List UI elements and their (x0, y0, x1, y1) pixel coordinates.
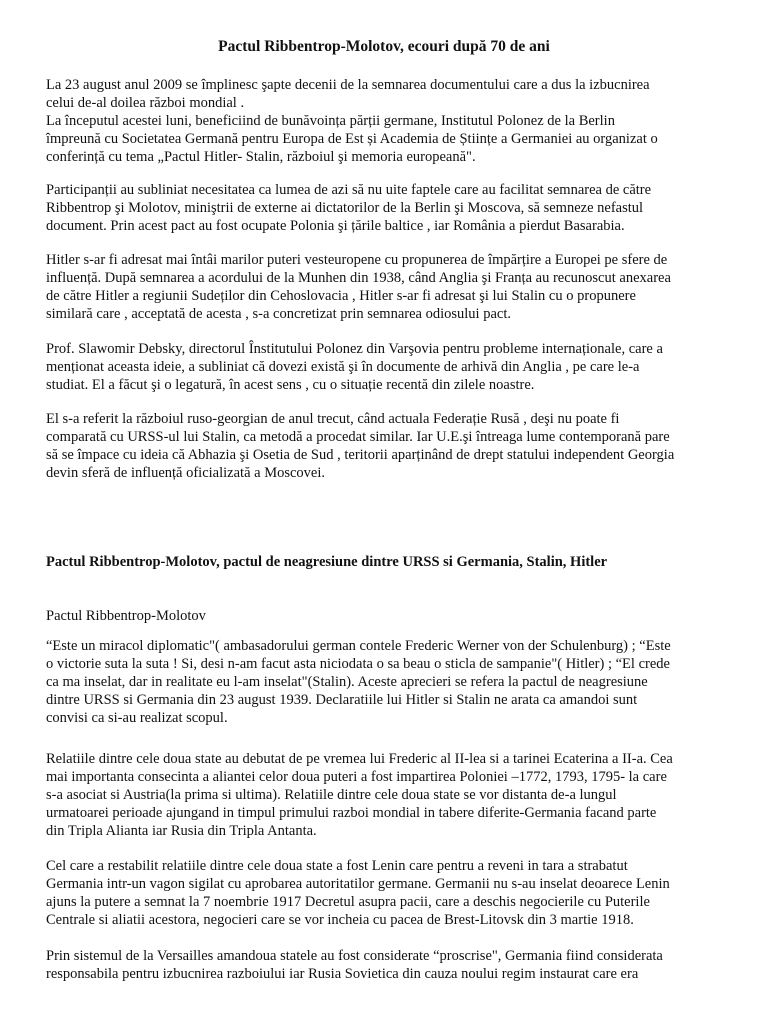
text-line: similară care , acceptată de acesta , s-a concretizat prin semnarea odiosului pact. (46, 306, 511, 322)
text-line: Ribbentrop şi Molotov, miniştrii de externe ai dictatorilor de la Berlin şi Moscova, să semneze nefastul (46, 200, 644, 216)
text-line: document. Prin acest pact au fost ocupate Polonia şi țările baltice , iar România a pierdut Basarabia. (46, 218, 625, 234)
text-line: o victorie suta la suta ! Si, desi n-am facut asta niciodata o sa beau o sticla de sampanie"( Hitler) ; “El crede (46, 656, 670, 672)
text-line: El s-a referit la războiul ruso-georgian de anul trecut, când actuala Federație Rusă , deşi nu poate fi (46, 411, 620, 427)
text-line: Centrale si aliatii acestora, negocieri care se vor incheia cu pacea de Brest-Litovsk din 3 martie 1918. (46, 912, 634, 928)
text-line: ajuns la putere a semnat la 7 noembrie 1917 Decretul asupra pacii, care a deschis negocierile cu Puterile (46, 894, 650, 910)
paragraph (46, 947, 736, 983)
text-line: Hitler s-ar fi adresat mai întâi marilor puteri vesteuropene cu propunerea de împărțire a Europei pe sfere de (46, 252, 668, 268)
paragraph (46, 251, 736, 323)
section-title: Pactul Ribbentrop-Molotov, pactul de neagresiune dintre URSS si Germania, Stalin, Hitler (46, 554, 608, 570)
text-line: comparată cu URSS-ul lui Stalin, ca metodă a procedat similar. Iar U.E.şi întreaga lume contemporană pare (46, 429, 670, 445)
text-line: conferință cu tema „Pactul Hitler- Stalin, războiul şi memoria europeană". (46, 149, 476, 165)
paragraph (46, 181, 736, 235)
text-line: influență. După semnarea a acordului de la Munhen din 1938, când Anglia şi Franța au recunoscut anexarea (46, 270, 671, 286)
text-line: s-a asociat si Austria(la prima si ultima). Relatiile dintre cele doua state se vor distanta de-a lungul (46, 787, 617, 803)
text-line: Cel care a restabilit relatiile dintre cele doua state a fost Lenin care pentru a reveni in tara a strabatut (46, 858, 628, 874)
text-line: Germania intr-un vagon sigilat cu aprobarea autoritatilor germane. Germanii nu s-au inselat deoarece Lenin (46, 876, 670, 892)
text-line: studiat. El a făcut şi o legatură, în acest sens , cu o situație recentă din zilele noastre. (46, 377, 535, 393)
paragraph (46, 750, 736, 840)
text-line: împreună cu Societatea Germană pentru Europa de Est și Academia de Științe a Germaniei au organizat o (46, 131, 658, 147)
text-line: dintre URSS si Germania din 23 august 1939. Declaratiile lui Hitler si Stalin ne arata ca amandoi sunt (46, 692, 638, 708)
text-line: ca ma inselat, dar in realitate eu l-am inselat"(Stalin). Aceste aprecieri se refera la pactul de neagresiune (46, 674, 648, 690)
paragraph (46, 637, 736, 727)
text-line: mai importanta consecinta a aliantei celor doua puteri a fost impartirea Poloniei –1772, 1793, 1795- la care (46, 769, 667, 785)
text-line: Prin sistemul de la Versailles amandoua statele au fost considerate “proscrise", Germania fiind considerata (46, 948, 663, 964)
paragraph (46, 410, 736, 482)
text-line: responsabila pentru izbucnirea razboiului iar Rusia Sovietica din cauza noului regim instaurat care era (46, 966, 639, 982)
text-line: să se împace cu ideia că Abhazia şi Osetia de Sud , teritorii aparținând de drept statului independent Georgia (46, 447, 675, 463)
section-label: Pactul Ribbentrop-Molotov (46, 608, 206, 624)
text-line: La 23 august anul 2009 se împlinesc şapte decenii de la semnarea documentului care a dus la izbucnirea (46, 77, 650, 93)
text-line: Participanții au subliniat necesitatea ca lumea de azi să nu uite faptele care au facilitat semnarea de către (46, 182, 652, 198)
paragraph (46, 340, 736, 394)
text-line: celui de-al doilea război mondial . (46, 95, 245, 111)
text-line: convisi ca si-au realizat scopul. (46, 710, 228, 726)
text-line: Prof. Slawomir Debsky, directorul Înstitutului Polonez din Varşovia pentru probleme internaționale, care a (46, 341, 663, 357)
text-line: de către Hitler a regiunii Sudeților din Cehoslovacia , Hitler s-ar fi adresat şi lui Stalin cu o propunere (46, 288, 636, 304)
text-line: din Tripla Alianta iar Rusia din Tripla Antanta. (46, 823, 317, 839)
text-line: Relatiile dintre cele doua state au debutat de pe vremea lui Frederic al II-lea si a tarinei Ecaterina a II-a. Cea (46, 751, 673, 767)
text-line: menționat aceasta ideie, a subliniat că dovezi există şi în documente de arhivă din Anglia , pe care le-a (46, 359, 640, 375)
text-line: urmatoarei perioade ajungand in timpul primului razboi mondial in tabere diferite-Germania facand parte (46, 805, 657, 821)
paragraph (46, 857, 736, 929)
text-line: La începutul acestei luni, beneficiind de bunăvoința părții germane, Institutul Polonez de la Berlin (46, 113, 615, 129)
text-line: “Este un miracol diplomatic"( ambasadorului german contele Frederic Werner von der Schulenburg) ; “Este (46, 638, 671, 654)
article-title: Pactul Ribbentrop-Molotov, ecouri după 70 de ani (218, 38, 550, 55)
paragraph (46, 76, 736, 166)
text-line: devin sferă de influență oficializată a Moscovei. (46, 465, 326, 481)
